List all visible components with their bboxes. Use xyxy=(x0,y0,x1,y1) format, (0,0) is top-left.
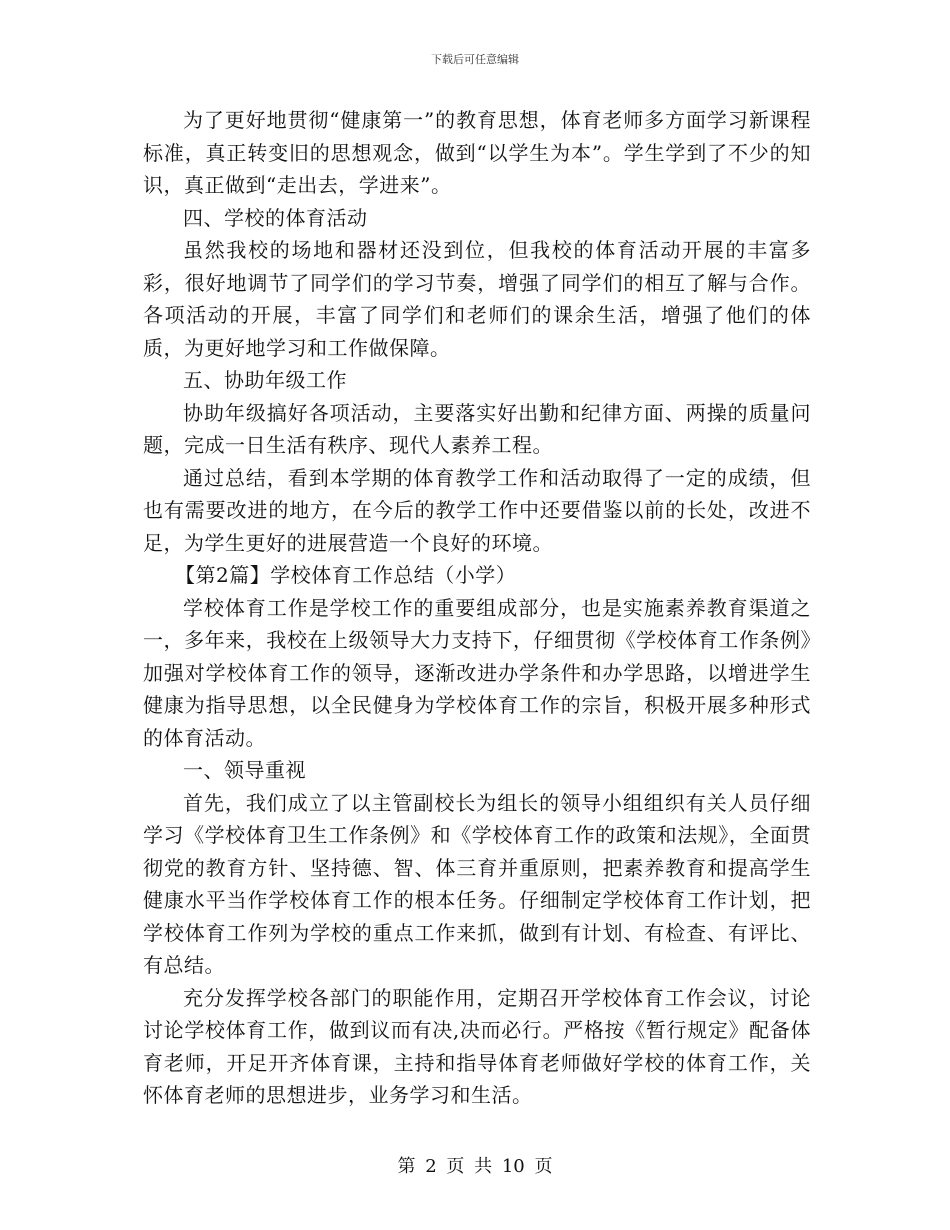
paragraph-sports-activities: 虽然我校的场地和器材还没到位，但我校的体育活动开展的丰富多彩，很好地调节了同学们的学习节奏，增强了同学们的相互了解与合作。各项活动的开展，丰富了同学们和老师们的课余生活，增强了他们的体质，为更好地学习和工作做保障。 xyxy=(143,238,811,360)
paragraph-leadership: 首先，我们成立了以主管副校长为组长的领导小组组织有关人员仔细学习《学校体育卫生工作条例》和《学校体育工作的政策和法规》，全面贯彻党的教育方针、坚持德、智、体三育并重原则，把素养教育和提高学生健康水平当作学校体育工作的根本任务。仔细制定学校体育工作计划，把学校体育工作列为学校的重点工作来抓，做到有计划、有检查、有评比、有总结。 xyxy=(143,790,811,977)
paragraph-education-thought: 为了更好地贯彻“健康第一”的教育思想，体育老师多方面学习新课程标准，真正转变旧的思想观念，做到“以学生为本”。学生学到了不少的知识，真正做到“走出去，学进来”。 xyxy=(143,108,811,197)
section-heading-leadership: 一、领导重视 xyxy=(183,758,306,782)
document-body xyxy=(143,104,811,1112)
section-heading-sports-activities: 四、学校的体育活动 xyxy=(183,205,368,230)
article-title-part-2: 【第2篇】学校体育工作总结（小学） xyxy=(175,563,517,587)
page-number-footer: 第 2 页 共 10 页 xyxy=(397,1156,553,1177)
paragraph-grade-work: 协助年级搞好各项活动，主要落实好出勤和纪律方面、两操的质量问题，完成一日生活有秩序、现代人素养工程。 xyxy=(143,400,811,457)
section-heading-grade-work: 五、协助年级工作 xyxy=(183,368,347,392)
paragraph-summary: 通过总结，看到本学期的体育教学工作和活动取得了一定的成绩，但也有需要改进的地方，在今后的教学工作中还要借鉴以前的长处，改进不足，为学生更好的进展营造一个良好的环境。 xyxy=(143,465,811,555)
paragraph-departments: 充分发挥学校各部门的职能作用，定期召开学校体育工作会议，讨论讨论学校体育工作，做到议而有决,决而必行。严格按《暂行规定》配备体育老师，开足开齐体育课，主持和指导体育老师做好学校的体育工作，关怀体育老师的思想进步，业务学习和生活。 xyxy=(143,985,811,1107)
page-header-note: 下载后可任意编辑 xyxy=(431,53,519,66)
paragraph-intro-part-2: 学校体育工作是学校工作的重要组成部分，也是实施素养教育渠道之一，多年来，我校在上级领导大力支持下，仔细贯彻《学校体育工作条例》加强对学校体育工作的领导，逐渐改进办学条件和办学思路，以增进学生健康为指导思想，以全民健身为学校体育工作的宗旨，积极开展多种形式的体育活动。 xyxy=(143,595,811,750)
